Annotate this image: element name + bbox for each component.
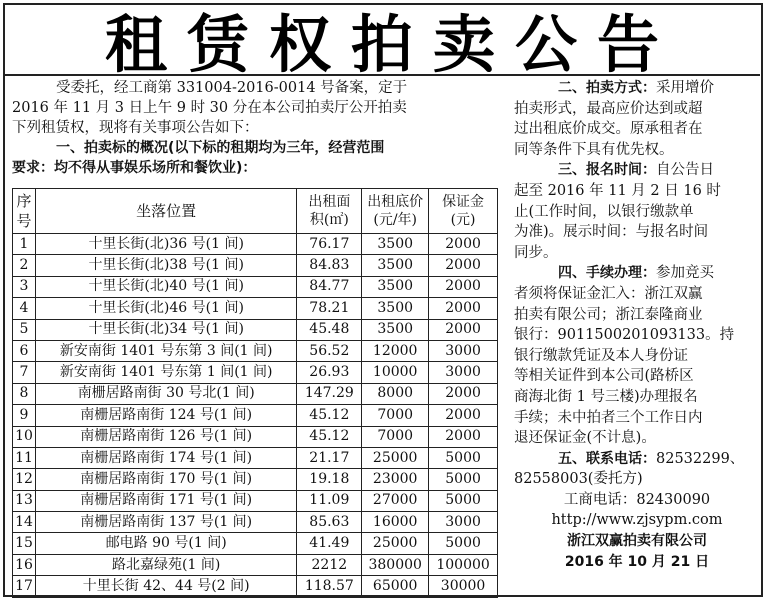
cell-price: 23000 (362, 469, 429, 490)
cell-area: 19.18 (297, 469, 362, 490)
cell-no: 4 (13, 298, 36, 319)
cell-price: 380000 (362, 554, 429, 575)
cell-area: 11.09 (297, 490, 362, 511)
header-deposit-line-2: (元) (450, 212, 476, 228)
cell-deposit: 5000 (429, 469, 498, 490)
cell-price: 3500 (362, 298, 429, 319)
header-price-line-2: (元/年) (373, 212, 418, 228)
cell-no: 9 (13, 405, 36, 426)
section-5-heading: 五、联系电话： (558, 450, 656, 467)
section-1-heading (12, 138, 498, 178)
cell-deposit: 5000 (429, 533, 498, 554)
section-4-line-6: 等相关证件到本公司(路桥区 (514, 368, 694, 385)
cell-deposit: 3000 (429, 512, 498, 533)
cell-area: 118.57 (297, 576, 362, 597)
lots-table (12, 188, 498, 598)
section-3-line-4: 为准)。展示时间：与报名时间 (514, 224, 709, 241)
cell-location: 南栅居路南街 137 号(1 间) (35, 512, 296, 533)
section-2-heading: 二、拍卖方式： (558, 80, 656, 96)
cell-area: 84.83 (297, 255, 362, 276)
page-title: 租赁权拍卖公告 (104, 7, 679, 81)
table-row (13, 234, 498, 255)
cell-price: 10000 (362, 362, 429, 383)
intro-line-1: 受委托，经工商第 331004-2016-0014 号备案，定于 (56, 80, 408, 96)
cell-deposit: 5000 (429, 447, 498, 468)
section-4-line-8: 手续；未中拍者三个工作日内 (514, 409, 703, 426)
cell-no: 15 (13, 533, 36, 554)
cell-area: 85.63 (297, 512, 362, 533)
cell-area: 45.48 (297, 319, 362, 340)
cell-area: 56.52 (297, 340, 362, 361)
section-4-line-1 (514, 263, 760, 284)
table-row (13, 362, 498, 383)
cell-deposit: 5000 (429, 490, 498, 511)
table-row (13, 255, 498, 276)
section-4-line-2: 者须将保证金汇入：浙江双赢 (514, 285, 703, 302)
intro-line-2: 2016 年 11 月 3 日上午 9 时 30 分在本公司拍卖厅公开拍卖 (12, 100, 407, 116)
section-4-line-3: 拍卖有限公司；浙江泰隆商业 (514, 306, 703, 323)
table-row (13, 469, 498, 490)
section-5-phone-2: 82558003(委托方) (514, 471, 643, 488)
cell-no: 5 (13, 319, 36, 340)
intro-line-3: 下列租赁权，现将有关事项公告如下： (12, 120, 259, 136)
cell-deposit: 2000 (429, 276, 498, 297)
cell-location: 南栅居路南街 174 号(1 间) (35, 447, 296, 468)
table-row (13, 554, 498, 575)
lots-table-body (13, 234, 498, 598)
cell-area: 147.29 (297, 383, 362, 404)
table-row (13, 319, 498, 340)
table-row (13, 512, 498, 533)
cell-location: 十里长街(北)38 号(1 间) (35, 255, 296, 276)
cell-price: 3500 (362, 319, 429, 340)
cell-no: 16 (13, 554, 36, 575)
section-3-line-2: 起至 2016 年 11 月 2 日 16 时 (514, 182, 721, 199)
header-no: 序号 (13, 189, 36, 234)
cell-deposit: 2000 (429, 255, 498, 276)
table-row (13, 405, 498, 426)
cell-area: 41.49 (297, 533, 362, 554)
cell-no: 6 (13, 340, 36, 361)
table-row (13, 447, 498, 468)
cell-no: 11 (13, 447, 36, 468)
cell-area: 26.93 (297, 362, 362, 383)
cell-deposit: 2000 (429, 234, 498, 255)
cell-no: 10 (13, 426, 36, 447)
header-price-line-1: 出租底价 (367, 194, 424, 210)
cell-no: 17 (13, 576, 36, 597)
section-1-line-2: 要求：均不得从事娱乐场所和餐饮业)： (12, 160, 257, 176)
cell-price: 27000 (362, 490, 429, 511)
section-4-line-4: 银行：9011500201093133。持 (514, 327, 735, 344)
table-row (13, 426, 498, 447)
table-row (13, 490, 498, 511)
right-column (514, 78, 760, 572)
cell-deposit: 3000 (429, 362, 498, 383)
table-row (13, 298, 498, 319)
header-deposit-line-1: 保证金 (442, 194, 485, 210)
cell-price: 3500 (362, 255, 429, 276)
section-2-line-1 (514, 78, 760, 99)
cell-deposit: 2000 (429, 383, 498, 404)
cell-location: 南栅居路南街 30 号北(1 间) (35, 383, 296, 404)
cell-no: 2 (13, 255, 36, 276)
section-4-text-1: 参加竞买 (656, 265, 714, 282)
section-3-line-5: 同步。 (514, 244, 558, 261)
cell-location: 南栅居路南街 124 号(1 间) (35, 405, 296, 426)
cell-deposit: 2000 (429, 319, 498, 340)
table-row (13, 533, 498, 554)
section-4-line-7: 商海北街 1 号三楼)办理报名 (514, 388, 698, 405)
cell-price: 65000 (362, 576, 429, 597)
section-5-business-phone: 工商电话：82430090 (563, 491, 711, 508)
header-location: 坐落位置 (35, 189, 296, 234)
table-header-row (13, 189, 498, 234)
section-2-line-2: 拍卖形式，最高应价达到或超 (514, 100, 703, 117)
cell-location: 十里长街(北)34 号(1 间) (35, 319, 296, 340)
header-area (297, 189, 362, 234)
table-row (13, 383, 498, 404)
cell-price: 7000 (362, 405, 429, 426)
cell-deposit: 3000 (429, 340, 498, 361)
cell-price: 16000 (362, 512, 429, 533)
section-1-line-1: 一、拍卖标的概况(以下标的租期均为三年，经营范围 (56, 140, 385, 156)
cell-price: 8000 (362, 383, 429, 404)
header-area-line-2: 积(㎡) (309, 212, 349, 228)
cell-price: 25000 (362, 533, 429, 554)
table-row (13, 340, 498, 361)
notice-date: 2016 年 10 月 21 日 (564, 553, 710, 570)
cell-location: 南栅居路南街 126 号(1 间) (35, 426, 296, 447)
cell-no: 12 (13, 469, 36, 490)
cell-no: 1 (13, 234, 36, 255)
section-3-heading: 三、报名时间： (558, 162, 656, 179)
table-row (13, 276, 498, 297)
cell-location: 新安南街 1401 号东第 1 间(1 间) (35, 362, 296, 383)
header-price (362, 189, 429, 234)
section-2-text-1: 采用增价 (656, 80, 714, 96)
cell-location: 南栅居路南街 170 号(1 间) (35, 469, 296, 490)
cell-deposit: 30000 (429, 576, 498, 597)
website-link[interactable]: http://www.zjsypm.com (551, 512, 723, 529)
section-5-phone-1: 82532299、 (656, 450, 745, 467)
cell-deposit: 2000 (429, 298, 498, 319)
cell-price: 7000 (362, 426, 429, 447)
cell-no: 3 (13, 276, 36, 297)
cell-price: 12000 (362, 340, 429, 361)
cell-no: 14 (13, 512, 36, 533)
section-3-line-3: 止(工作时间，以银行缴款单 (514, 203, 694, 220)
section-4-heading: 四、手续办理： (558, 265, 656, 282)
cell-area: 45.12 (297, 405, 362, 426)
header-deposit (429, 189, 498, 234)
section-4-line-9: 退还保证金(不计息)。 (514, 430, 656, 447)
cell-location: 邮电路 90 号(1 间) (35, 533, 296, 554)
cell-no: 8 (13, 383, 36, 404)
cell-location: 十里长街(北)40 号(1 间) (35, 276, 296, 297)
company-name: 浙江双赢拍卖有限公司 (567, 533, 707, 550)
cell-area: 78.21 (297, 298, 362, 319)
cell-location: 十里长街 42、44 号(2 间) (35, 576, 296, 597)
section-3-text-1: 自公告日 (656, 162, 714, 179)
cell-area: 2212 (297, 554, 362, 575)
section-2-line-4: 同等条件下具有优先权。 (514, 141, 674, 158)
cell-price: 25000 (362, 447, 429, 468)
section-5-line-1 (514, 449, 760, 470)
cell-area: 76.17 (297, 234, 362, 255)
cell-location: 南栅居路南街 171 号(1 间) (35, 490, 296, 511)
cell-area: 21.17 (297, 447, 362, 468)
cell-area: 84.77 (297, 276, 362, 297)
section-3-line-1 (514, 160, 760, 181)
left-column (12, 78, 498, 178)
cell-deposit: 2000 (429, 405, 498, 426)
header-area-line-1: 出租面 (308, 194, 351, 210)
cell-area: 45.12 (297, 426, 362, 447)
cell-location: 新安南街 1401 号东第 3 间(1 间) (35, 340, 296, 361)
section-4-line-5: 银行缴款凭证及本人身份证 (514, 347, 688, 364)
cell-location: 路北嘉绿苑(1 间) (35, 554, 296, 575)
title-bar (4, 4, 760, 81)
cell-price: 3500 (362, 276, 429, 297)
cell-no: 7 (13, 362, 36, 383)
cell-no: 13 (13, 490, 36, 511)
cell-location: 十里长街(北)36 号(1 间) (35, 234, 296, 255)
table-row (13, 576, 498, 597)
cell-deposit: 100000 (429, 554, 498, 575)
cell-deposit: 2000 (429, 426, 498, 447)
section-2-line-3: 过出租底价成交。原承租者在 (514, 121, 703, 138)
intro-paragraph (12, 78, 498, 138)
cell-location: 十里长街(北)46 号(1 间) (35, 298, 296, 319)
cell-price: 3500 (362, 234, 429, 255)
